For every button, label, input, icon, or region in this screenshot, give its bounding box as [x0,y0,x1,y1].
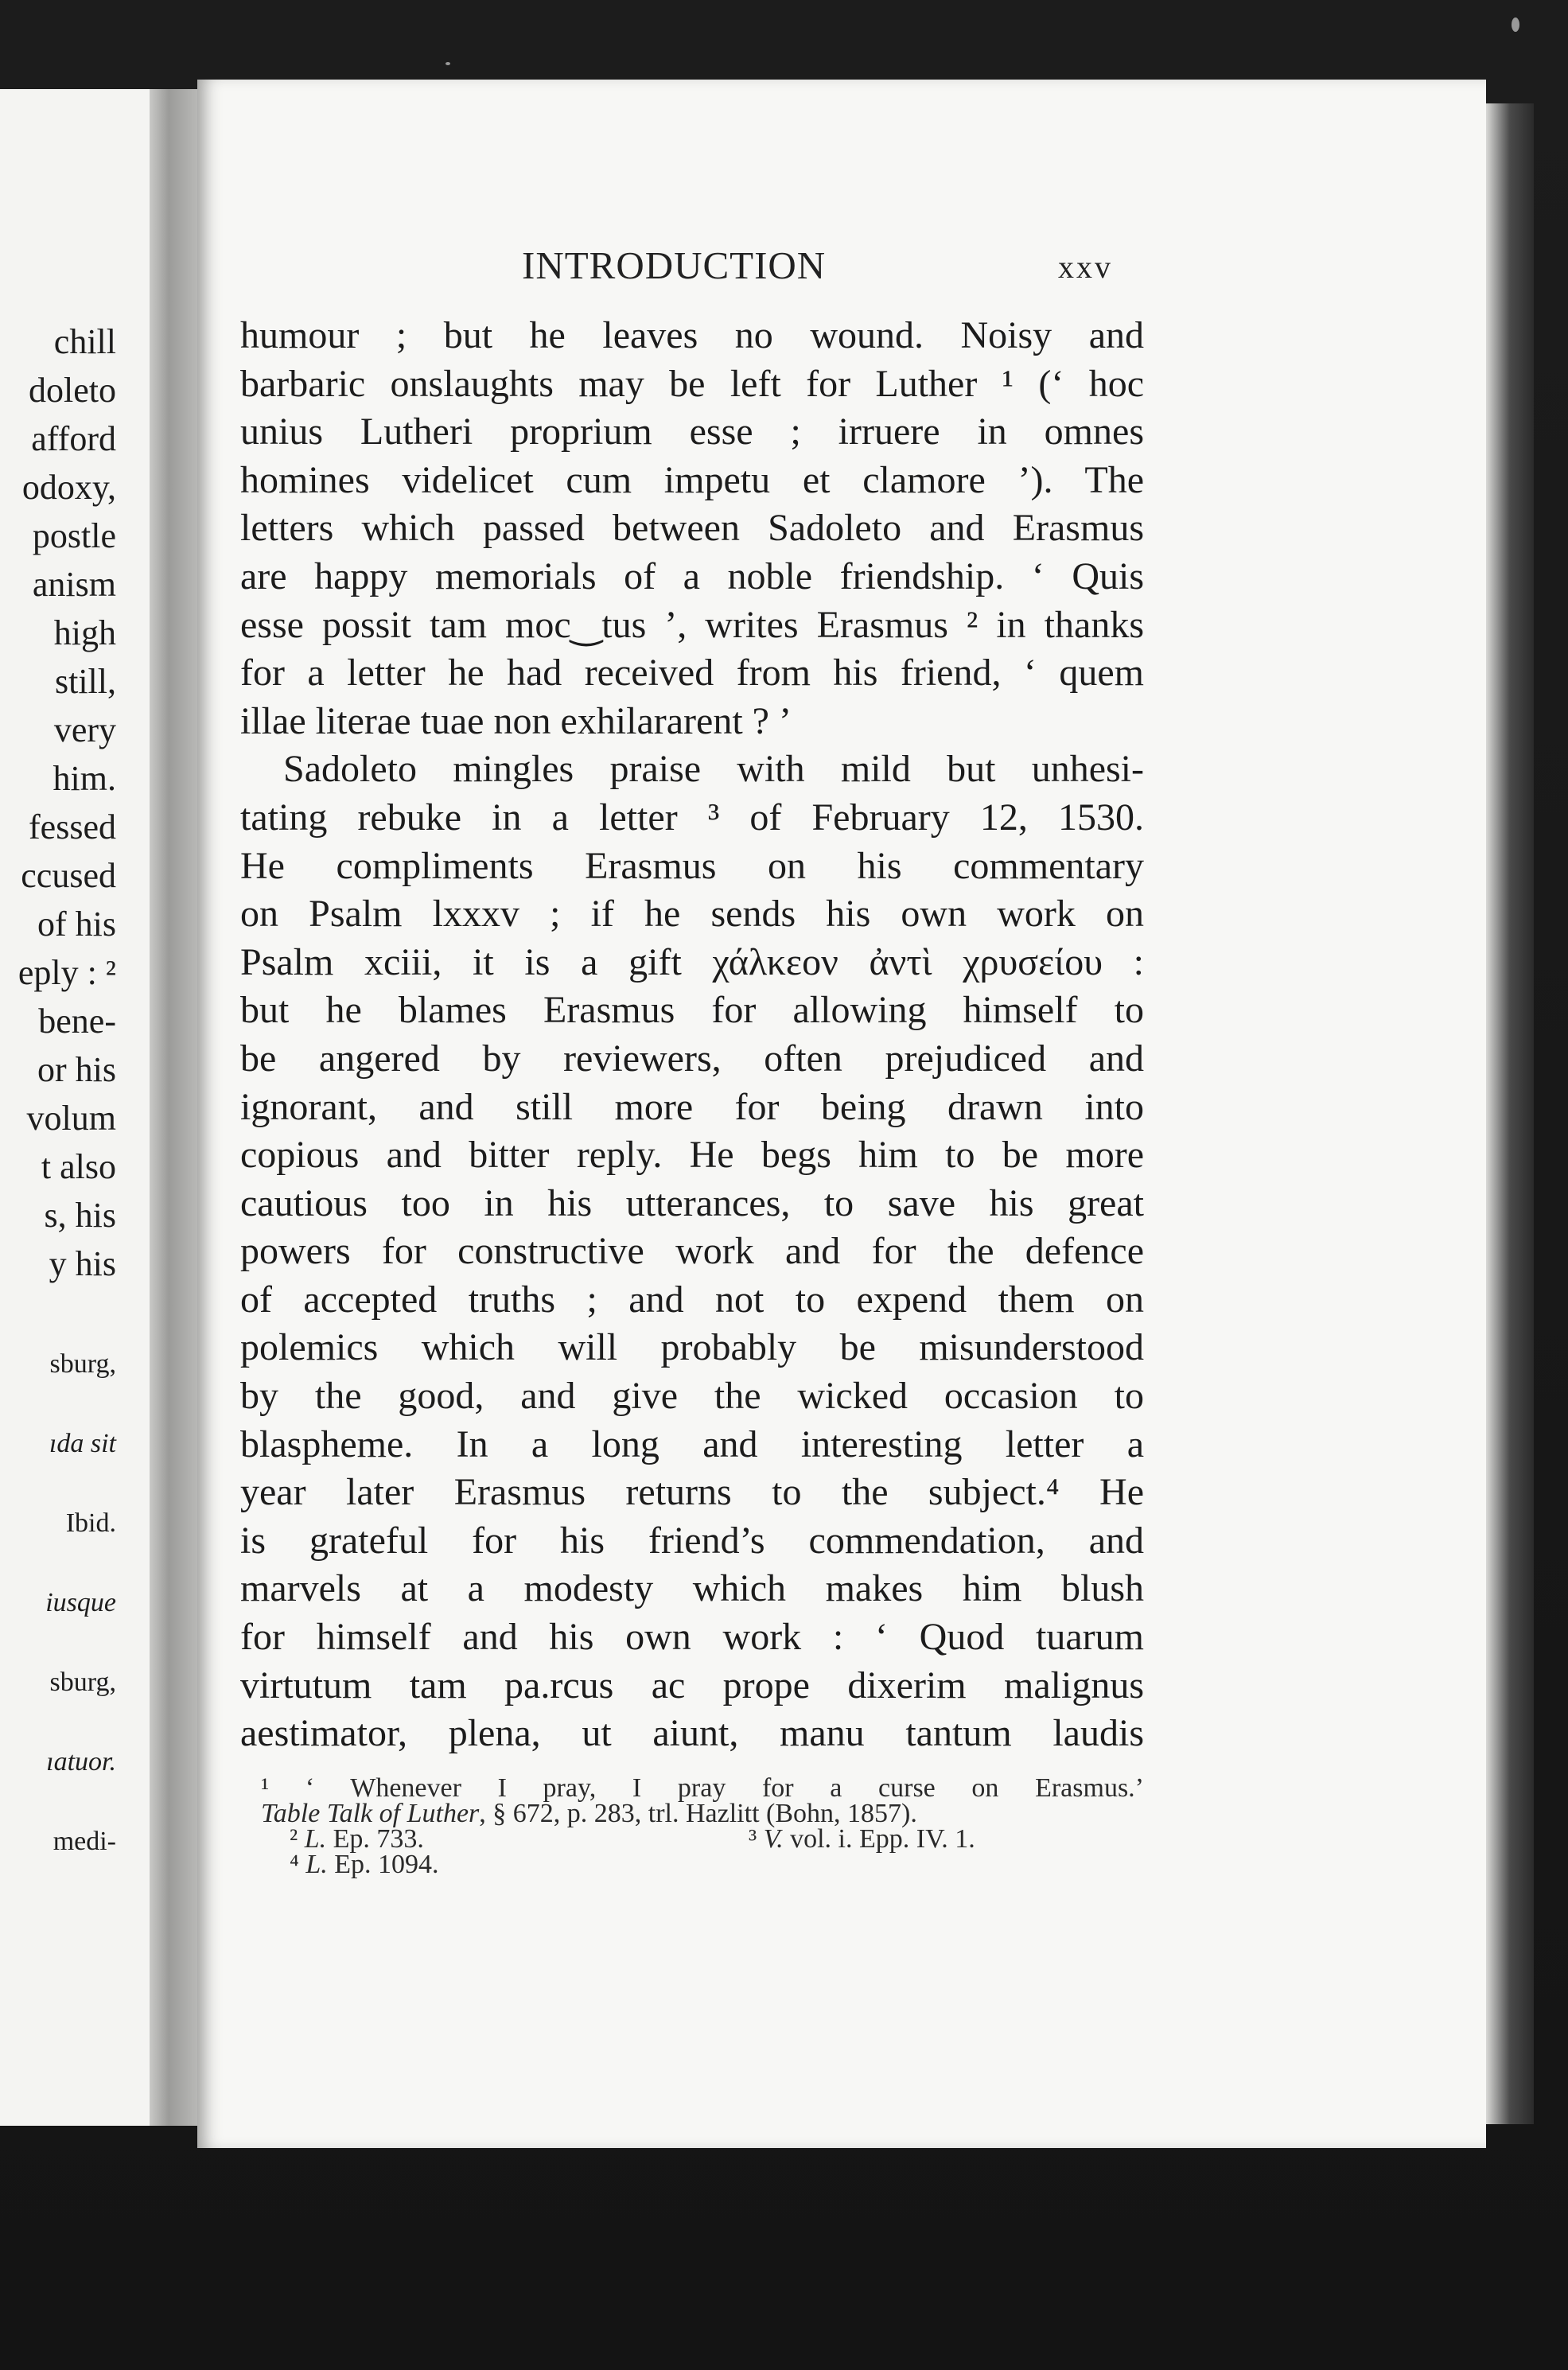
text-line: cautious too in his utterances, to save his great [240,1181,1144,1224]
footnote-2 [290,1824,424,1854]
left-fragment: s, his [44,1196,116,1235]
left-fragment: Ibid. [65,1508,116,1538]
text-line: aestimator, plena, ut aiunt, manu tantum laudis [240,1712,1144,1755]
footnote-4-ref: Ep. 1094. [327,1850,439,1879]
footnote-1-citation: , § 672, p. 283, trl. Hazlitt (Bohn, 1857). [479,1799,917,1828]
text-line: homines videlicet cum impetu et clamore ’). The [240,458,1144,501]
footnote-3 [749,1824,975,1854]
footnote-1-line-2 [261,1801,1144,1827]
dust-speck [445,62,450,65]
left-fragment: bene- [38,1002,116,1041]
left-fragment: of his [37,905,116,944]
book-gutter [150,89,197,2126]
text-line: He compliments Erasmus on his commentary [240,844,1144,887]
left-fragment: medi- [53,1827,116,1856]
left-fragment: afford [31,419,116,458]
left-fragment: fessed [29,808,116,846]
text-line: illae literae tuae non exhilararent ? ’ [240,699,792,742]
text-line: on Psalm lxxxv ; if he sends his own work on [240,893,1144,936]
left-fragment: ccused [21,856,116,895]
page-number: xxv [1058,249,1113,285]
left-fragment: or his [37,1050,116,1089]
text-line: letters which passed between Sadoleto and Erasmus [240,507,1144,550]
left-fragment: y his [49,1244,116,1283]
left-fragment: doleto [29,371,116,410]
text-line: for a letter he had received from his friend, ‘ quem [240,652,1144,695]
left-fragment: t also [41,1147,116,1186]
text-line: Sadoleto mingles praise with mild but unhesi- [283,748,1144,791]
footnote-4-mark: ⁴ [290,1850,299,1879]
running-head: INTRODUCTION [522,243,827,287]
left-fragment: ıda sit [49,1429,116,1458]
footnote-1-line-1: ¹ ‘ Whenever I pray, I pray for a curse on Erasmus.’ [261,1773,1144,1803]
text-line: polemics which will probably be misunderstood [240,1326,1144,1369]
text-line: tating rebuke in a letter ³ of February 12, 1530. [240,796,1144,839]
footnote-2-source: L. [304,1824,327,1854]
text-line: but he blames Erasmus for allowing himself to [240,989,1144,1032]
left-fragment: odoxy, [21,468,116,507]
text-line: are happy memorials of a noble friendship. ‘ Quis [240,555,1144,597]
text-line: blaspheme. In a long and interesting letter a [240,1422,1144,1465]
left-facing-page [0,89,150,2126]
footnote-row-2-3 [261,1824,1144,1854]
text-line: marvels at a modesty which makes him blush [240,1567,1144,1610]
footnote-1-title: Table Talk of Luther [261,1799,480,1828]
text-line: barbaric onslaughts may be left for Luther ¹ (‘ hoc [240,362,1144,405]
dust-speck [1512,18,1519,32]
footnote-3-source: V. [763,1824,784,1854]
left-fragment: sburg, [49,1349,116,1379]
body-text [240,312,1144,1758]
left-fragment: still, [54,662,116,701]
page-edge [1486,103,1534,2124]
text-line: humour ; but he leaves no wound. Noisy and [240,314,1144,356]
left-fragment: iusque [45,1588,116,1617]
text-line: powers for constructive work and for the defence [240,1230,1144,1273]
footnote-4 [261,1852,1144,1878]
text-line: year later Erasmus returns to the subject.⁴ He [240,1471,1144,1514]
left-fragment: very [53,710,116,749]
text-line: is grateful for his friend’s commendation, and [240,1519,1144,1562]
left-fragment: postle [32,516,116,555]
text-line: Psalm xciii, it is a gift χάλκεον ἀντὶ χρυσείου : [240,940,1144,983]
left-fragment: him. [53,759,116,798]
text-line: unius Lutheri proprium esse ; irruere in omnes [240,411,1144,453]
left-fragment: chill [53,322,116,361]
text-line: ignorant, and still more for being drawn into [240,1085,1144,1128]
footnote-2-mark: ² [290,1824,298,1854]
text-line: virtutum tam pa.rcus ac prope dixerim malignus [240,1664,1144,1706]
left-fragment: high [53,613,116,652]
left-fragment: sburg, [49,1668,116,1697]
footnotes [261,1773,1144,1879]
text-line: be angered by reviewers, often prejudiced and [240,1037,1144,1080]
left-fragment: volum [26,1099,116,1138]
text-line: esse possit tam moc‿tus ’, writes Erasmus ² in thanks [240,603,1144,646]
left-fragment: ıatuor. [46,1747,116,1777]
footnote-2-ref: Ep. 733. [326,1824,424,1854]
text-line: of accepted truths ; and not to expend them on [240,1278,1144,1321]
text-line: copious and bitter reply. He begs him to be more [240,1134,1144,1177]
left-fragment: anism [32,565,116,604]
footnote-4-source: L. [305,1850,328,1879]
footnote-3-mark: ³ [749,1824,757,1854]
left-fragment: eply : ² [18,953,116,992]
text-line: by the good, and give the wicked occasion to [240,1375,1144,1418]
text-line: for himself and his own work : ‘ Quod tuarum [240,1616,1144,1659]
footnote-3-ref: vol. i. Epp. IV. 1. [783,1824,975,1854]
